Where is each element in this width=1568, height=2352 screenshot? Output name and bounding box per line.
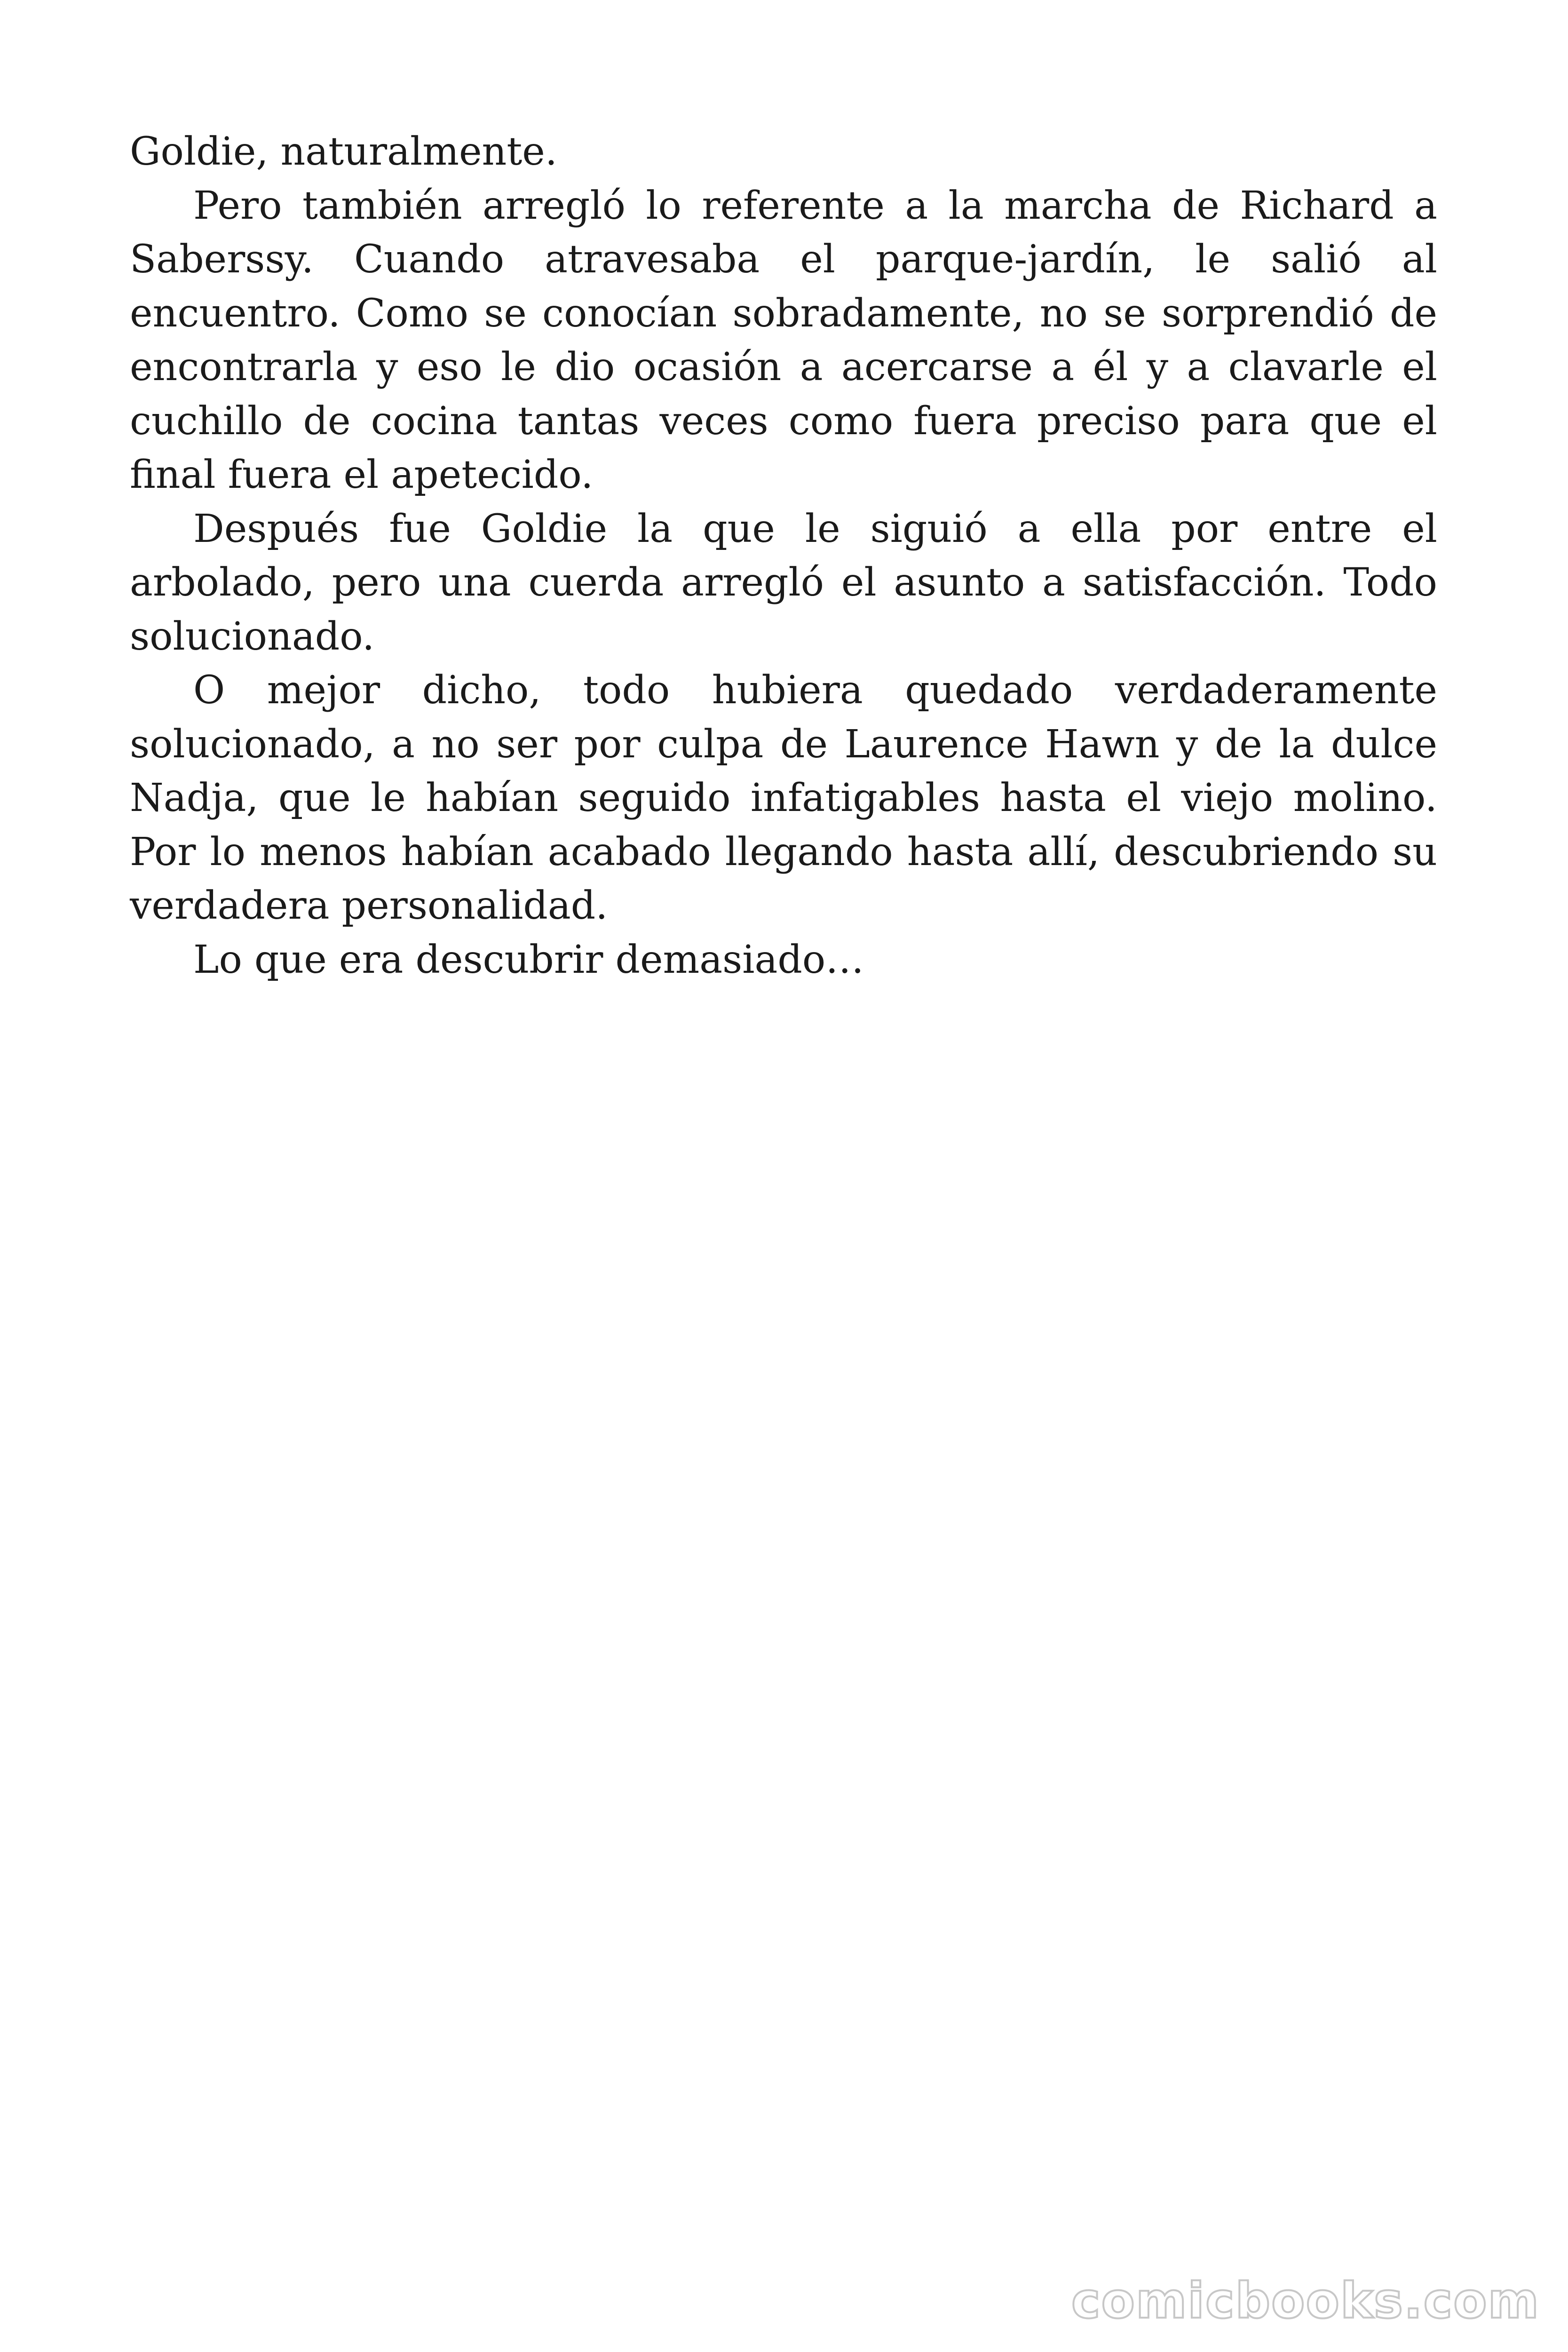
paragraph-4: O mejor dicho, todo hubiera quedado verdaderamente solucionado, a no ser por culpa de Laurence Hawn y de la dulce Nadja, que le habían seguido infatigables hasta el viejo molino. Por lo menos habían acabado llegando hasta allí, descubriendo su verdadera personalidad. [130, 668, 1437, 928]
paragraph-5: Lo que era descubrir demasiado… [193, 937, 864, 982]
paragraph-2: Pero también arregló lo referente a la marcha de Richard a Saberssy. Cuando atravesaba el parque-jardín, le salió al encuentro. Como se conocían sobradamente, no se sorprendió de encontrarla y eso le dio ocasión a acercarse a él y a clavarle el cuchillo de cocina tantas veces como fuera preciso para que el final fuera el apetecido. [130, 183, 1437, 497]
page-body [130, 125, 1437, 987]
paragraph-3: Después fue Goldie la que le siguió a ella por entre el arbolado, pero una cuerda arregló el asunto a satisfacción. Todo solucionado. [130, 506, 1437, 659]
paragraph-1: Goldie, naturalmente. [130, 129, 557, 174]
watermark: comicbooks.com [1071, 2272, 1540, 2329]
